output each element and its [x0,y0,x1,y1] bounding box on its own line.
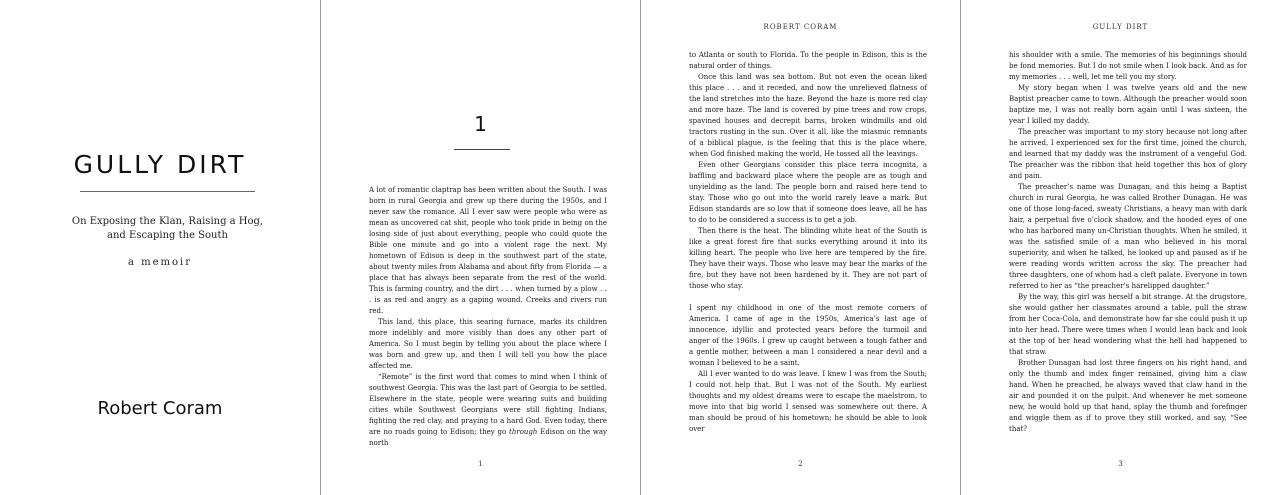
running-head: ROBERT CORAM [763,23,838,31]
running-head: GULLY DIRT [1092,23,1149,31]
paragraph: My story began when I was twelve years old and the new Baptist preacher came to town. Although the preacher would soon baptize me, I was not really born again until I was sixteen, the year I killed my daddy. [1009,84,1247,125]
paragraph: A lot of romantic claptrap has been written about the South. I was born in rural Georgia and grew up there during the 1950s, and I never saw the romance. All I ever saw were people who were as mean as uncovered cat shit, people who took pride in being on the losing side of just about everything, people who could quote the Bible one minute and go into a violent rage the next. My hometown of Edison is deep in the southwest part of the state, about twenty miles from Alabama and about fifty from Florida — a place that has always been separate from the rest of the world. This is farming country, and the dirt . . . when turned by a plow . . . is as red and angry as a gaping wound. Creeks and rivers run red. [369,186,607,315]
page-number: 1 [478,460,483,468]
paragraph: Even other Georgians consider this place terra incognita, a baffling and backward place where the people are as tough and unyielding as the land. The people born and raised here tend to stay. Those who go out into the world rarely leave a mark. But Edison standards are so low that if someone does leave, all he has to do to be considered a success is to get a job. [689,161,927,224]
page-2-body [689,50,927,435]
chapter-number: 1 [474,112,487,136]
page-1 [321,0,640,495]
genre-label: a memoir [127,257,193,268]
title-page [0,0,320,495]
book-subtitle: On Exposing the Klan, Raising a Hog, and Escaping the South [71,216,264,241]
paragraph: This land, this place, this searing furnace, marks its children more indelibly and more visibly than does any other part of America. So I must begin by telling you about the place where I was born and grew up, and then I will tell you how the place affected me. [369,318,607,370]
page-3-body [1009,50,1247,435]
paragraph: Then there is the heat. The blinding white heat of the South is like a great forest fire that sucks everything around it into its killing heart. The people who live here are tempered by the fire. They have their ways. Those who leave may bear the marks of the fire, but they have not been hardened by it. They are not part of those who stay. [689,227,927,290]
emphasis: through [509,428,538,436]
chapter-rule [454,149,510,150]
paragraph: The preacher’s name was Dunagan, and this being a Baptist church in rural Georgia, he was called Brother Dunagan. He was one of those long-faced, sweaty Christians, a heavy man with dark hair, a perpetual five o’clock shadow, and the hooded eyes of one who has harbored many un-Christian thoughts. When he smiled, it was the satisfied smile of a man who believed in his moral superiority, and when he talked, he looked up and paused as if he were reading words written across the sky. The preacher had three daughters, one of whom had a cleft palate. Everyone in town referred to her as “the preacher’s harelipped daughter.” [1009,183,1247,290]
page-number: 2 [798,460,803,468]
book-title: GULLY DIRT [73,150,247,179]
page-1-body [369,185,607,449]
paragraph: Brother Dunagan had lost three fingers on his right hand, and only the thumb and index finger remained, giving him a claw hand. When he preached, he always waved that claw hand in the air and pounded it on the pulpit. And whenever he met someone new, he would hold up that hand, splay the thumb and forefinger and wiggle them as if to prove they still worked, and say, “See that? [1009,359,1247,433]
title-rule [80,191,255,192]
paragraph: Once this land was sea bottom. But not even the ocean liked this place . . . and it receded, and now the unrelieved flatness of the land stretches into the haze. Beyond the haze is more red clay and more haze. The land is covered by pine trees and row crops, spavined houses and decrepit barns, broken windmills and old tractors rusting in the sun. Over it all, like the miasmic remnants of a biblical plague, is the feeling that this is the place where, when God finished making the world, He tossed all the leavings. [689,73,927,158]
paragraph: By the way, this girl was herself a bit strange. At the drugstore, she would gather her classmates around a table, pull the straw from her Coca-Cola, and demonstrate how far she could push it up into her head. There were times when I would lean back and look at the top of her head wondering what the hell had happened to that straw. [1009,293,1247,356]
paragraph: his shoulder with a smile. The memories of his beginnings should be fond memories. But I do not smile when I look back. And as for my memories . . . well, let me tell you my story. [1009,51,1247,81]
paragraph: to Atlanta or south to Florida. To the people in Edison, this is the natural order of things. [689,51,927,70]
page-3 [961,0,1280,495]
page-2 [641,0,960,495]
paragraph: I spent my childhood in one of the most remote corners of America. I came of age in the 1950s, America’s last age of innocence, idyllic and protected years before the turmoil and anger of the 1960s. I grew up caught between a tough father and a gentle mother, between a man I considered a near devil and a woman I believed to be a saint. [689,304,927,367]
page-number: 3 [1118,460,1123,468]
author-name: Robert Coram [97,398,223,419]
paragraph: The preacher was important to my story because not long after he arrived, I experienced sex for the first time, joined the church, and learned that my daddy was the instrument of a vengeful God. The preacher was the ribbon that held together this box of glory and pain. [1009,128,1247,180]
paragraph: “Remote” is the first word that comes to mind when I think of southwest Georgia. This was the last part of Georgia to be settled. Elsewhere in the state, people were wearing suits and building cities while Southwest Georgians were still fighting Indians, fighting the red clay, and praying to a hard God. Even today, there are no roads going to Edison; they go through Edison on the way north [369,373,608,447]
paragraph: All I ever wanted to do was leave. I knew I was from the South; I could not help that. But I was not of the South. My earliest thoughts and my oldest dreams were to escape the maelstrom, to move into that big world I sensed was somewhere out there. A man should be proud of his hometown; he should be able to look over [689,370,927,433]
